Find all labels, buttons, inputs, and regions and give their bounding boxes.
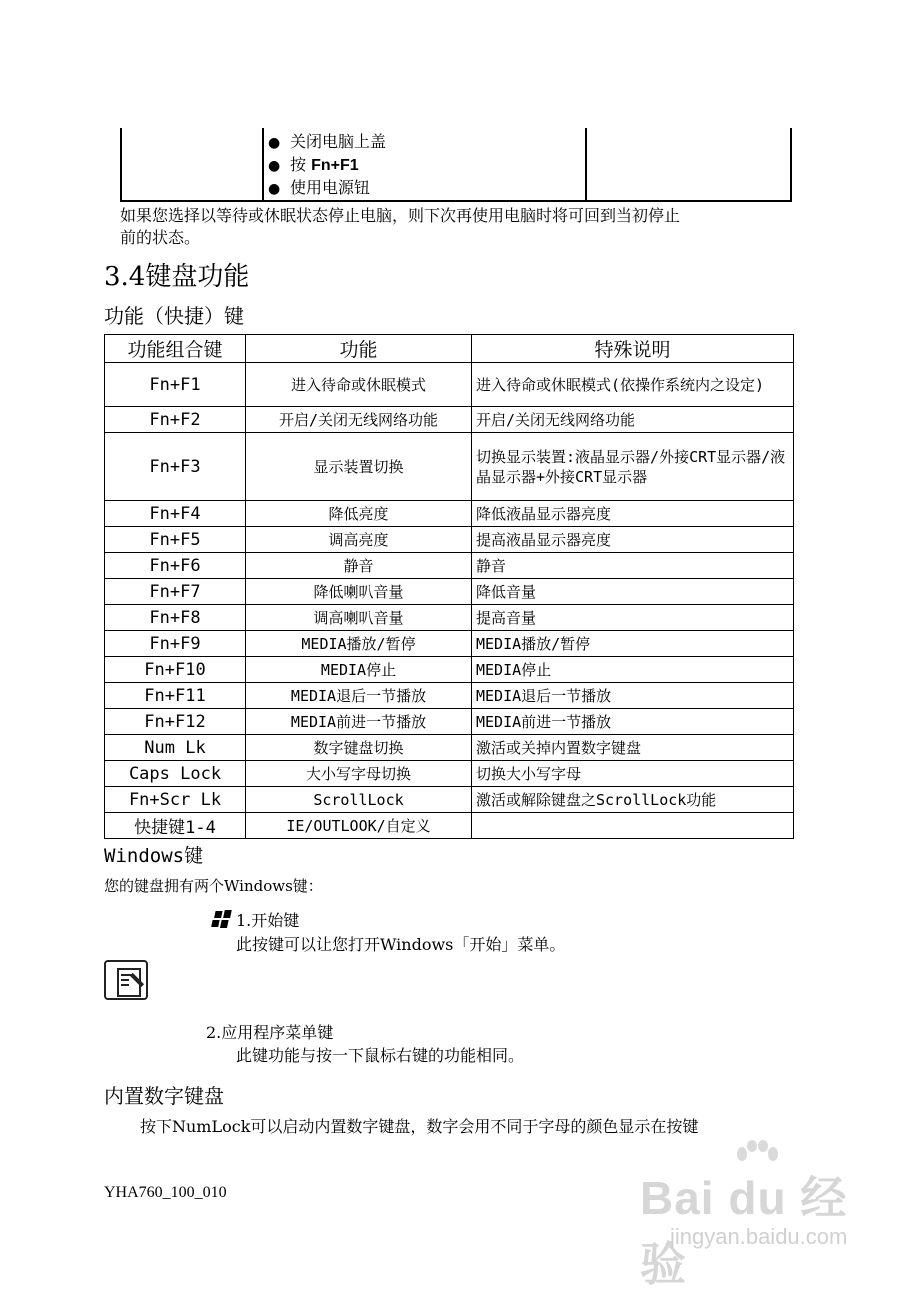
note-cell: 进入待命或休眠模式(依操作系统内之设定) [472, 363, 794, 407]
table-row [105, 579, 794, 605]
table-row [105, 605, 794, 631]
key-combo-cell: Fn+Scr Lk [105, 787, 246, 813]
note-cell: 提高音量 [472, 605, 794, 631]
key-combo-cell: Fn+F3 [105, 433, 246, 501]
key-combo-cell: Fn+F1 [105, 363, 246, 407]
app-menu-key-icon [104, 960, 148, 1000]
note-cell: 切换大小写字母 [472, 761, 794, 787]
header-function: 功能 [246, 335, 472, 363]
fn-keys-heading: 功能（快捷）键 [104, 304, 244, 328]
key-combo-cell: Num Lk [105, 735, 246, 761]
function-cell: IE/OUTLOOK/自定义 [246, 813, 472, 839]
numpad-text: 按下NumLock可以启动内置数字键盘，数字会用不同于字母的颜色显示在按键 [140, 1117, 699, 1136]
header-notes: 特殊说明 [472, 335, 794, 363]
key-combo-cell: Fn+F2 [105, 407, 246, 433]
table-border [585, 128, 587, 202]
key-combo-cell: 快捷键1-4 [105, 813, 246, 839]
note-cell: 提高液晶显示器亮度 [472, 527, 794, 553]
key-combo-cell: Fn+F8 [105, 605, 246, 631]
windows-logo-icon [210, 909, 234, 931]
section-title: 3.4键盘功能 [104, 262, 250, 292]
table-border [262, 128, 264, 202]
function-keys-table [104, 334, 794, 839]
function-cell: 开启/关闭无线网络功能 [246, 407, 472, 433]
table-border [790, 128, 792, 202]
table-row [105, 363, 794, 407]
key-combo-cell: Fn+F4 [105, 501, 246, 527]
table-row [105, 813, 794, 839]
key-combo-cell: Fn+F9 [105, 631, 246, 657]
note-cell: MEDIA停止 [472, 657, 794, 683]
table-row [105, 407, 794, 433]
watermark [640, 1140, 850, 1290]
watermark-brand: Bai du 经验 [640, 1172, 848, 1290]
table-row [105, 553, 794, 579]
header-key-combo: 功能组合键 [105, 335, 246, 363]
function-cell: 降低亮度 [246, 501, 472, 527]
table-row [105, 433, 794, 501]
function-cell: 静音 [246, 553, 472, 579]
bullet-item: ● 按 Fn+F1 [268, 155, 359, 174]
function-cell: MEDIA前进一节播放 [246, 709, 472, 735]
function-cell: ScrollLock [246, 787, 472, 813]
table-row [105, 631, 794, 657]
function-cell: MEDIA播放/暂停 [246, 631, 472, 657]
function-cell: 调高亮度 [246, 527, 472, 553]
note-cell: 静音 [472, 553, 794, 579]
function-cell: MEDIA停止 [246, 657, 472, 683]
numpad-heading: 内置数字键盘 [104, 1084, 224, 1108]
table-row [105, 657, 794, 683]
key-combo-cell: Caps Lock [105, 761, 246, 787]
key-combo-cell: Fn+F10 [105, 657, 246, 683]
function-cell: MEDIA退后一节播放 [246, 683, 472, 709]
watermark-url: jingyan.baidu.com [670, 1224, 848, 1249]
table-row [105, 761, 794, 787]
note-cell: 降低音量 [472, 579, 794, 605]
table-header-row [105, 335, 794, 363]
table-row [105, 787, 794, 813]
note-cell [472, 813, 794, 839]
continued-table [120, 128, 792, 202]
bullet-item: ● 关闭电脑上盖 [268, 132, 387, 151]
table-row [105, 501, 794, 527]
app-key-title: 2.应用程序菜单键 [206, 1023, 334, 1042]
key-combo-cell: Fn+F5 [105, 527, 246, 553]
start-key-title: 1.开始键 [236, 911, 300, 930]
windows-intro: 您的键盘拥有两个Windows键： [104, 877, 323, 895]
function-cell: 调高喇叭音量 [246, 605, 472, 631]
note-cell: 开启/关闭无线网络功能 [472, 407, 794, 433]
note-cell: MEDIA退后一节播放 [472, 683, 794, 709]
app-key-desc: 此键功能与按一下鼠标右键的功能相同。 [236, 1046, 525, 1065]
table-row [105, 527, 794, 553]
table-row [105, 735, 794, 761]
note-cell: 切换显示装置:液晶显示器/外接CRT显示器/液晶显示器+外接CRT显示器 [472, 433, 794, 501]
key-combo-cell: Fn+F6 [105, 553, 246, 579]
intro-paragraph: 如果您选择以等待或休眠状态停止电脑，则下次再使用电脑时将可回到当初停止 前的状态。 [120, 206, 681, 247]
table-border [120, 128, 122, 202]
table-row [105, 709, 794, 735]
function-cell: 显示装置切换 [246, 433, 472, 501]
note-cell: 激活或关掉内置数字键盘 [472, 735, 794, 761]
key-combo-cell: Fn+F11 [105, 683, 246, 709]
function-cell: 大小写字母切换 [246, 761, 472, 787]
key-combo-cell: Fn+F7 [105, 579, 246, 605]
document-footer: YHA760_100_010 [104, 1184, 227, 1201]
function-cell: 进入待命或休眠模式 [246, 363, 472, 407]
bullet-list [268, 130, 386, 199]
function-cell: 降低喇叭音量 [246, 579, 472, 605]
table-row [105, 683, 794, 709]
start-key-desc: 此按键可以让您打开Windows「开始」菜单。 [236, 935, 566, 954]
bullet-item: ● 使用电源钮 [268, 178, 371, 197]
windows-heading: Windows键 [104, 845, 204, 867]
note-cell: 激活或解除键盘之ScrollLock功能 [472, 787, 794, 813]
note-cell: MEDIA前进一节播放 [472, 709, 794, 735]
note-cell: 降低液晶显示器亮度 [472, 501, 794, 527]
table-border [120, 200, 792, 202]
function-cell: 数字键盘切换 [246, 735, 472, 761]
key-combo-cell: Fn+F12 [105, 709, 246, 735]
note-cell: MEDIA播放/暂停 [472, 631, 794, 657]
